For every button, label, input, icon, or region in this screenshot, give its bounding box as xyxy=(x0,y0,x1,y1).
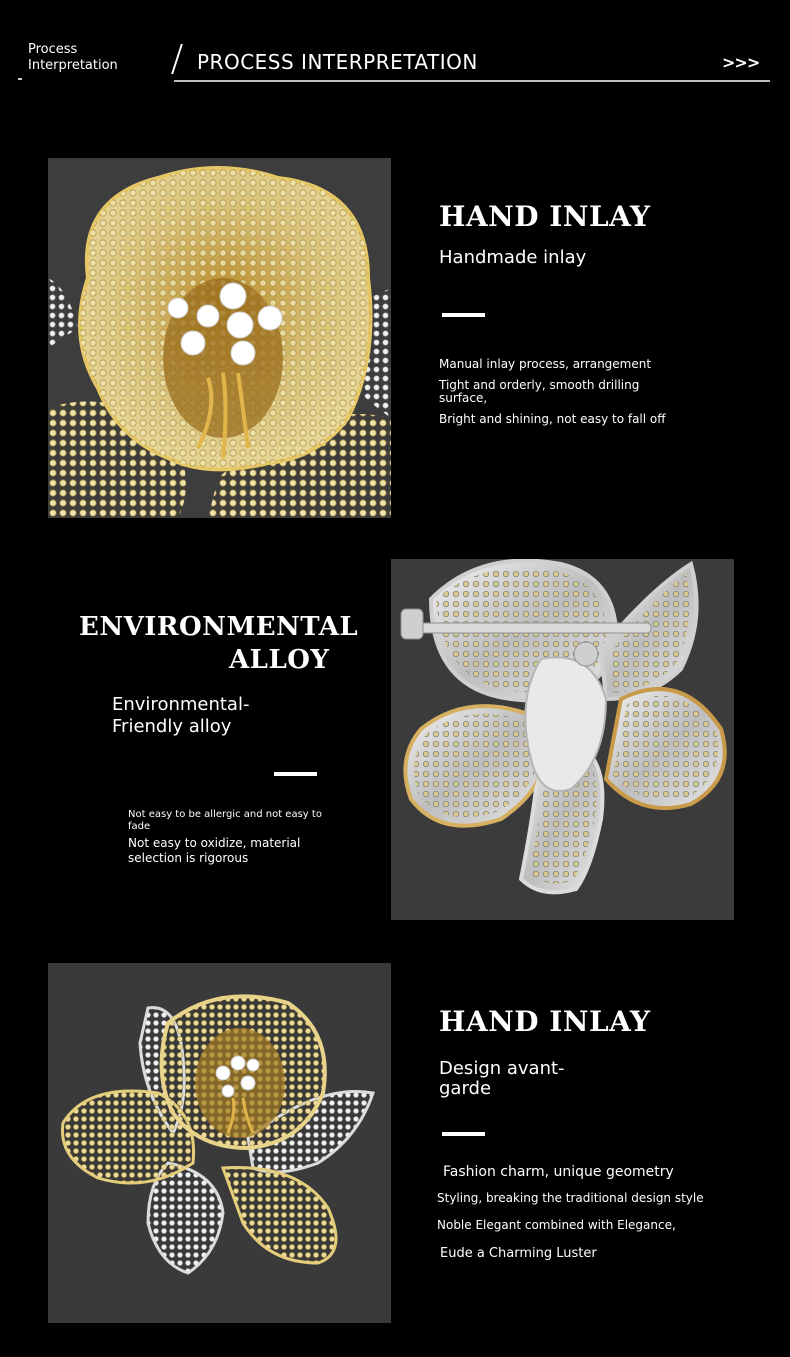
section3-dash xyxy=(442,1132,485,1136)
section3-subtitle-line1: Design avant- xyxy=(439,1058,565,1079)
section2-title-line2: ALLOY xyxy=(229,645,330,675)
section2-line3: Not easy to oxidize, material xyxy=(128,836,301,850)
section2-subtitle-line2: Friendly alloy xyxy=(112,716,232,737)
section3-line3: Noble Elegant combined with Elegance, xyxy=(437,1218,676,1232)
header-tick-mark xyxy=(18,78,22,80)
brooch-closeup-photo xyxy=(48,158,391,518)
section1-dash xyxy=(442,313,485,317)
header-underline xyxy=(174,80,770,82)
section1-line1: Manual inlay process, arrangement xyxy=(439,357,652,371)
section2-dash xyxy=(274,772,317,776)
section-label xyxy=(28,42,118,74)
section3-subtitle-line2: garde xyxy=(439,1078,492,1099)
section1-line2: Tight and orderly, smooth drilling xyxy=(439,378,640,392)
page-heading: PROCESS INTERPRETATION xyxy=(197,50,478,74)
section3-line2: Styling, breaking the traditional design style xyxy=(437,1191,704,1205)
section3-title: HAND INLAY xyxy=(439,1005,651,1038)
brooch-front-photo xyxy=(48,963,391,1323)
section2-title-line1: ENVIRONMENTAL xyxy=(79,612,359,642)
section1-subtitle: Handmade inlay xyxy=(439,247,587,268)
section2-line2: fade xyxy=(128,821,151,832)
section1-line3: surface, xyxy=(439,391,488,405)
section-label-line1: Process xyxy=(28,42,78,57)
section2-subtitle-line1: Environmental- xyxy=(112,694,250,715)
section2-line4: selection is rigorous xyxy=(128,851,249,865)
section1-title: HAND INLAY xyxy=(439,200,651,233)
section2-line1: Not easy to be allergic and not easy to xyxy=(128,809,322,820)
brooch-back-photo xyxy=(391,559,734,920)
section1-line4: Bright and shining, not easy to fall off xyxy=(439,412,666,426)
slash-divider xyxy=(171,44,183,74)
chevrons-right-icon[interactable]: >>> xyxy=(722,53,760,72)
section3-line1: Fashion charm, unique geometry xyxy=(443,1164,674,1180)
section-label-line2: Interpretation xyxy=(28,58,118,73)
section3-line4: Eude a Charming Luster xyxy=(440,1246,597,1261)
